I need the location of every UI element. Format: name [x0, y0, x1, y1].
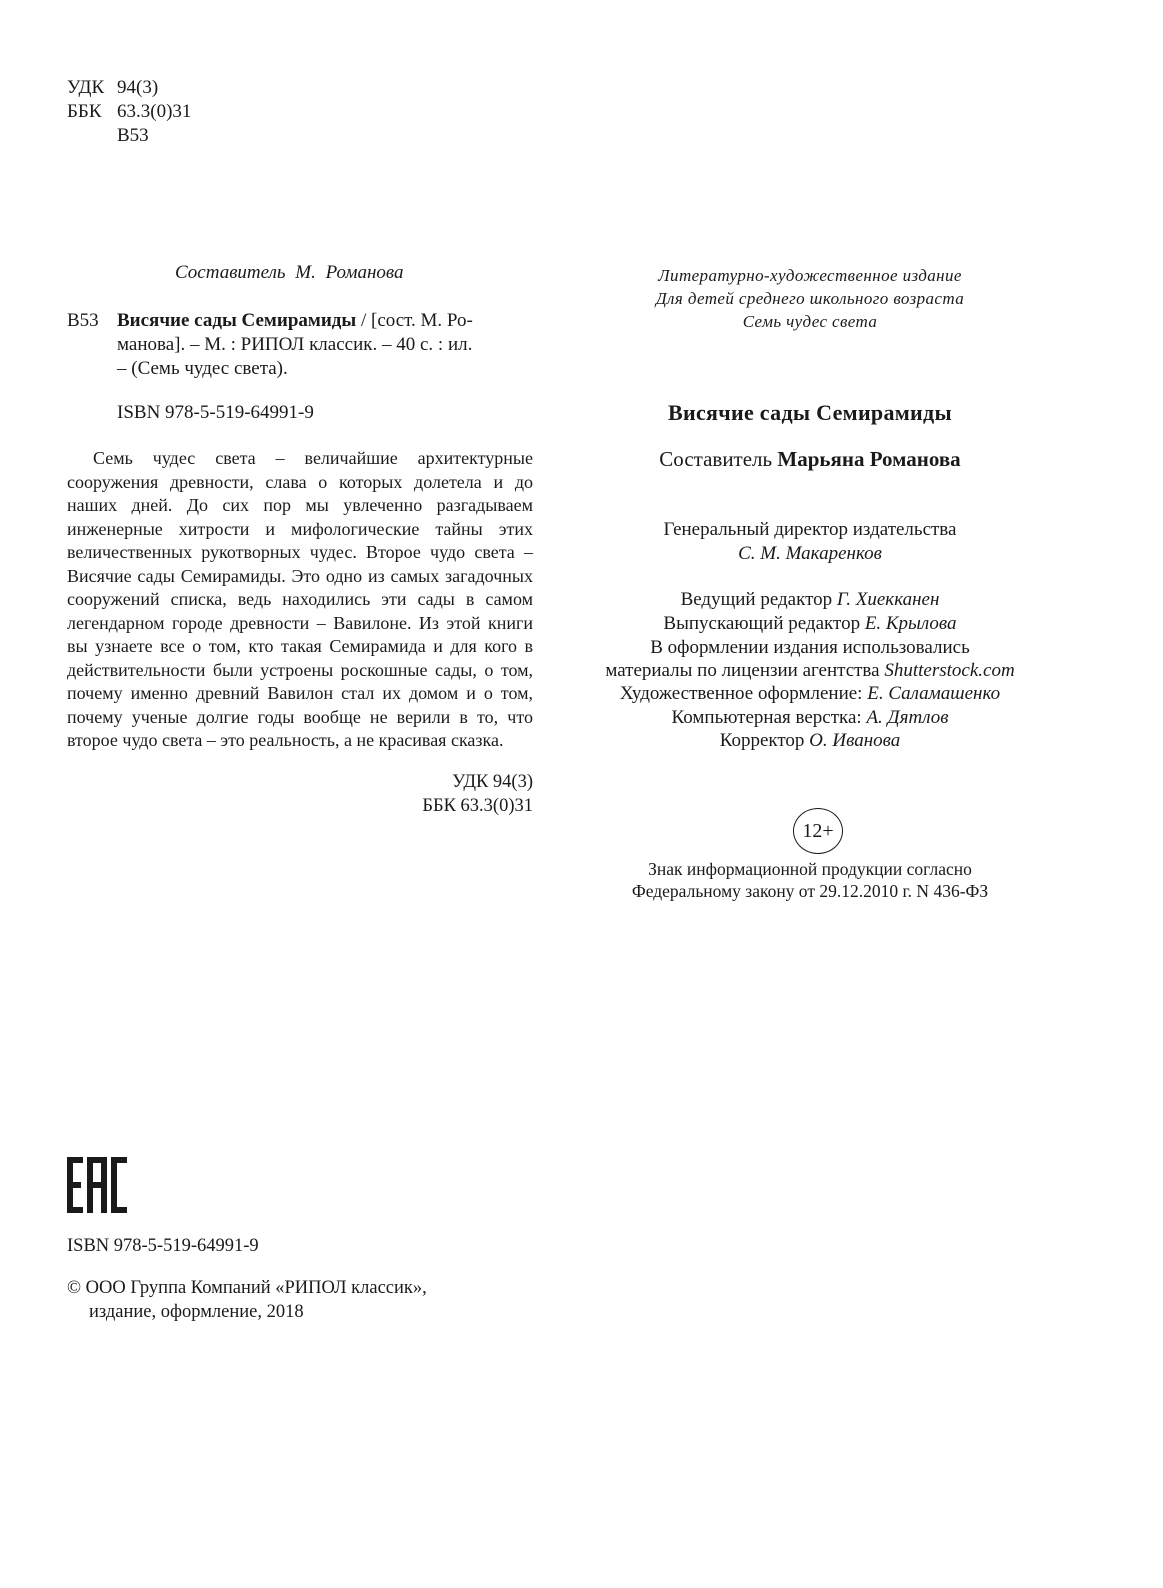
- bbk-label: ББК: [67, 101, 102, 122]
- abstract-paragraph: Семь чудес света – величайшие архитектурные сооружения древности, слава о которых долетела и до наших дней. До сих пор мы увлеченно разгадываем инженерные хитрости и мифологические тайны этих величественных рукотворных чудес. Второе чудо света – Висячие сады Семирамиды. Это одно из самых загадочных сооружений списка, ведь находились эти сады в самом легендарном городе древности – Вавилоне. Из этой книги вы узнаете все о том, кто такая Семирамида и для кого в действительности были устроены роскошные сады, о том, почему именно древний Вавилон стал их домом и о том, почему ученые долгие годы вообще не верили в то, что второе чудо света – это реальность, а не красивая сказка.: [67, 448, 533, 750]
- bbk-value: 63.3(0)31: [117, 101, 192, 122]
- license-agency: Shutterstock.com: [884, 660, 1015, 681]
- release-editor-credit: Выпускающий редактор Е. Крылова: [663, 613, 957, 634]
- law-note: [600, 858, 1020, 902]
- release-editor-name: Е. Крылова: [864, 613, 957, 634]
- proof-name: О. Иванова: [809, 730, 901, 751]
- series-line-3: Семь чудес света: [742, 312, 878, 331]
- law-line-1: Знак информационной продукции согласно: [648, 859, 972, 879]
- compiler-line: Составитель М. Романова: [175, 262, 404, 283]
- udk-label: УДК: [67, 77, 105, 98]
- law-line-2: Федеральному закону от 29.12.2010 г. N 436-ФЗ: [631, 881, 989, 901]
- compiler-name: Марьяна Романова: [777, 447, 961, 471]
- license-line-1: В оформлении издания использовались: [650, 637, 970, 658]
- udk-bottom: УДК 94(3): [452, 772, 533, 792]
- art-credit: Художественное оформление: Е. Саламашенко: [619, 683, 1001, 704]
- compiler-credit: [600, 447, 1020, 472]
- compiler-label: Составитель: [659, 447, 778, 471]
- copyright-line-1: © ООО Группа Компаний «РИПОЛ классик»,: [67, 1278, 427, 1298]
- lead-editor-name: Г. Хиекканен: [836, 589, 940, 610]
- director-name: С. М. Макаренков: [738, 543, 882, 564]
- director-label: Генеральный директор издательства: [663, 519, 957, 540]
- bib-code: В53: [67, 310, 99, 331]
- art-name: Е. Саламашенко: [867, 683, 1001, 704]
- copyright-line-2: издание, оформление, 2018: [89, 1302, 304, 1322]
- bib-rest: / [сост. М. Ро-: [356, 310, 473, 331]
- copyright-notice: [67, 1276, 427, 1324]
- bbk-bottom: ББК 63.3(0)31: [422, 796, 533, 816]
- layout-credit: Компьютерная верстка: А. Дятлов: [671, 707, 949, 728]
- bib-title: Висячие сады Семирамиды: [117, 310, 357, 331]
- eac-logo: [67, 1157, 127, 1218]
- lead-editor-credit: Ведущий редактор Г. Хиекканен: [680, 589, 940, 610]
- bibliographic-entry: [67, 309, 533, 381]
- author-mark: В53: [117, 125, 149, 146]
- age-rating-badge: 12+: [793, 808, 843, 854]
- classification-bottom: [422, 770, 533, 818]
- udk-value: 94(3): [117, 77, 159, 98]
- book-title: Висячие сады Семирамиды: [668, 400, 952, 425]
- license-line-2: материалы по лицензии агентства Shutterstock.com: [605, 660, 1015, 681]
- bib-line-2: манова]. – М. : РИПОЛ классик. – 40 с. : ил.: [117, 334, 473, 355]
- classification-block: [67, 76, 191, 148]
- isbn-bottom: ISBN 978-5-519-64991-9: [67, 1236, 259, 1256]
- series-line-1: Литературно-художественное издание: [658, 266, 962, 285]
- bib-line-3: – (Семь чудес света).: [117, 358, 288, 379]
- layout-name: А. Дятлов: [866, 707, 949, 728]
- isbn-annotation: ISBN 978-5-519-64991-9: [117, 402, 314, 423]
- proof-credit: Корректор О. Иванова: [719, 730, 901, 751]
- series-line-2: Для детей среднего школьного возраста: [655, 289, 965, 308]
